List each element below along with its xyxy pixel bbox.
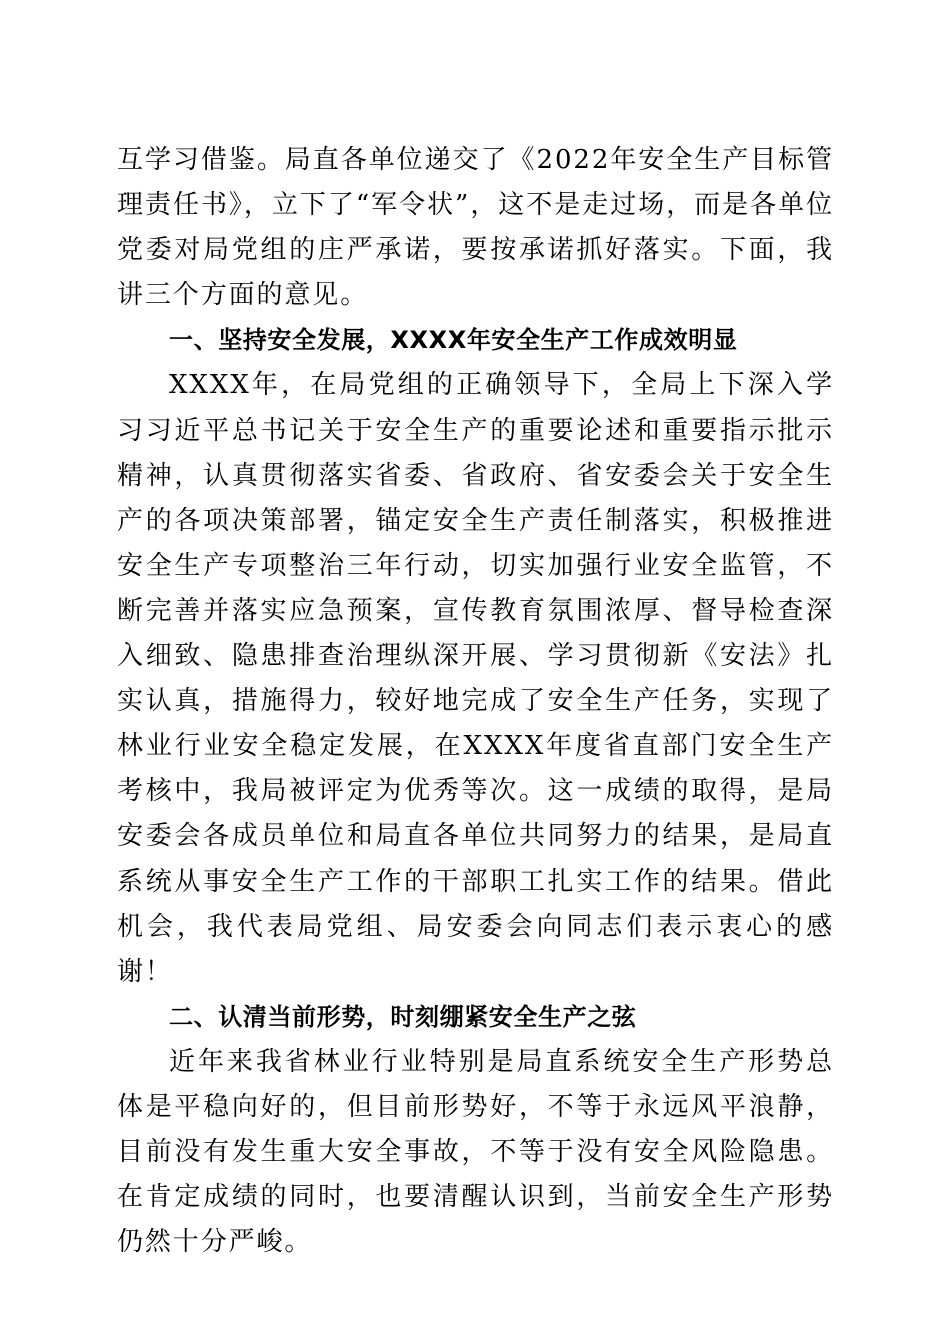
section-heading-2: 二、认清当前形势，时刻绷紧安全生产之弦 <box>169 1002 637 1031</box>
section-heading-1: 一、坚持安全发展，XXXX年安全生产工作成效明显 <box>169 326 738 355</box>
document-body <box>117 138 834 1265</box>
paragraph-achievements: XXXX年，在局党组的正确领导下，全局上下深入学习习近平总书记关于安全生产的重要论述和重要指示批示精神，认真贯彻落实省委、省政府、省安委会关于安全生产的各项决策部署，锚定安全生产责任制落实，积极推进安全生产专项整治三年行动，切实加强行业安全监管，不断完善并落实应急预案，宣传教育氛围浓厚、督导检查深入细致、隐患排查治理纵深开展、学习贯彻新《安法》扎实认真，措施得力，较好地完成了安全生产任务，实现了林业行业安全稳定发展，在XXXX年度省直部门安全生产考核中，我局被评定为优秀等次。这一成绩的取得，是局安委会各成员单位和局直各单位共同努力的结果，是局直系统从事安全生产工作的干部职工扎实工作的结果。借此机会，我代表局党组、局安委会向同志们表示衷心的感谢！ <box>117 370 834 987</box>
paragraph-situation: 近年来我省林业行业特别是局直系统安全生产形势总体是平稳向好的，但目前形势好，不等于永远风平浪静，目前没有发生重大安全事故，不等于没有安全风险隐患。在肯定成绩的同时，也要清醒认识到，当前安全生产形势仍然十分严峻。 <box>117 1046 834 1258</box>
paragraph-continuation: 互学习借鉴。局直各单位递交了《2022年安全生产目标管理责任书》，立下了“军令状”，这不是走过场，而是各单位党委对局党组的庄严承诺，要按承诺抓好落实。下面，我讲三个方面的意见。 <box>117 145 834 311</box>
